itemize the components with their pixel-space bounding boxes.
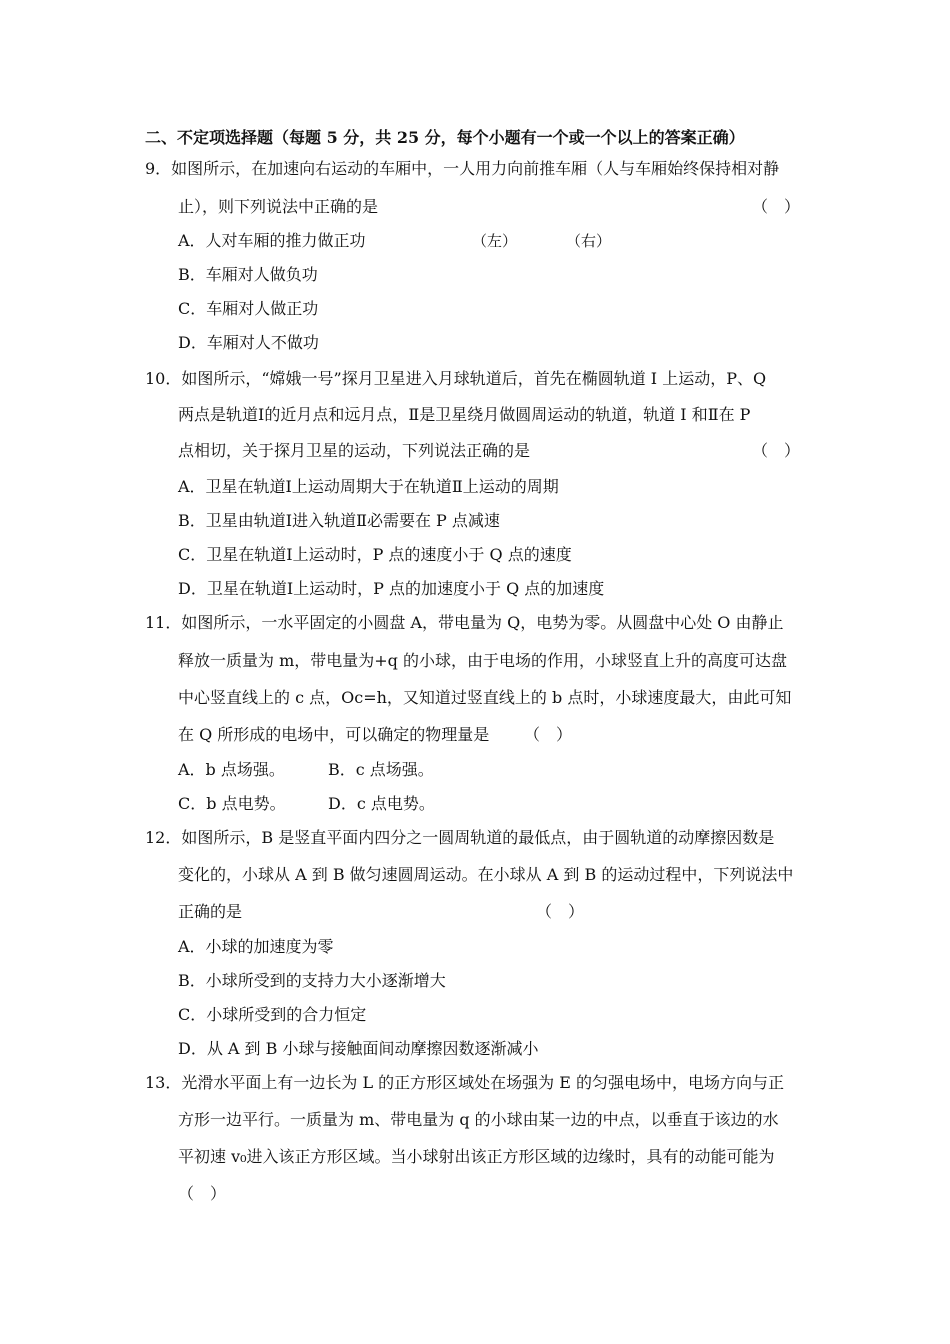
q13-stem-line-3: 平初速 v₀进入该正方形区域。当小球射出该正方形区域的边缘时，具有的动能可能为 (178, 1147, 775, 1166)
q11-option-d: D．c 点电势。 (328, 794, 435, 813)
q10-stem-line-2: 两点是轨道Ⅰ的近月点和远月点，Ⅱ是卫星绕月做圆周运动的轨道，轨道 I 和Ⅱ在 P (178, 405, 751, 424)
q11-option-b: B．c 点场强。 (328, 760, 434, 779)
q13-answer-blank: （ ） (178, 1184, 227, 1203)
q9-stem-line-2: 止），则下列说法中正确的是 (178, 197, 379, 216)
q11-option-a: A．b 点场强。 (178, 760, 285, 779)
q10-option-d: D．卫星在轨道Ⅰ上运动时，P 点的加速度小于 Q 点的加速度 (178, 579, 605, 598)
q11-stem-line-4: 在 Q 所形成的电场中，可以确定的物理量是 (178, 725, 490, 744)
q12-stem-line-1: 12．如图所示，B 是竖直平面内四分之一圆周轨道的最低点，由于圆轨道的动摩擦因数是 (145, 828, 775, 847)
q12-option-c: C．小球所受到的合力恒定 (178, 1005, 367, 1024)
q13-stem-line-2: 方形一边平行。一质量为 m、带电量为 q 的小球由某一边的中点，以垂直于该边的水 (178, 1110, 779, 1129)
q9-option-b: B．车厢对人做负功 (178, 265, 318, 284)
q12-option-b: B．小球所受到的支持力大小逐渐增大 (178, 971, 446, 990)
q10-stem-line-3: 点相切，关于探月卫星的运动，下列说法正确的是 (178, 441, 531, 460)
q12-option-a: A．小球的加速度为零 (178, 937, 334, 956)
q10-option-a: A．卫星在轨道Ⅰ上运动周期大于在轨道Ⅱ上运动的周期 (178, 477, 559, 496)
q10-answer-blank: （ ） (752, 441, 801, 460)
q10-option-b: B．卫星由轨道Ⅰ进入轨道Ⅱ必需要在 P 点减速 (178, 511, 500, 530)
q10-stem-line-1: 10．如图所示，“嫦娥一号”探月卫星进入月球轨道后，首先在椭圆轨道 I 上运动，P、Q (145, 369, 767, 388)
q11-answer-blank: （ ） (524, 725, 573, 744)
q12-stem-line-2: 变化的，小球从 A 到 B 做匀速圆周运动。在小球从 A 到 B 的运动过程中，下列说法中 (178, 865, 794, 884)
q11-stem-line-3: 中心竖直线上的 c 点，Oc=h，又知道过竖直线上的 b 点时，小球速度最大，由此可知 (178, 688, 792, 707)
q13-stem-line-1: 13．光滑水平面上有一边长为 L 的正方形区域处在场强为 E 的匀强电场中，电场方向与正 (145, 1073, 785, 1092)
q12-stem-line-3: 正确的是 (178, 902, 243, 921)
figure-label-left: （左） (472, 232, 518, 250)
q9-stem-line-1: 9．如图所示，在加速向右运动的车厢中，一人用力向前推车厢（人与车厢始终保持相对静 (145, 159, 780, 178)
q11-stem-line-2: 释放一质量为 m，带电量为+q 的小球，由于电场的作用，小球竖直上升的高度可达盘 (178, 651, 787, 670)
q10-option-c: C．卫星在轨道Ⅰ上运动时，P 点的速度小于 Q 点的速度 (178, 545, 572, 564)
section-heading: 二、不定项选择题（每题 5 分，共 25 分，每个小题有一个或一个以上的答案正确） (145, 128, 745, 147)
q12-answer-blank: （ ） (536, 902, 585, 921)
q9-option-a: A．人对车厢的推力做正功 (178, 231, 366, 250)
figure-label-right: （右） (566, 232, 612, 250)
q12-option-d: D．从 A 到 B 小球与接触面间动摩擦因数逐渐减小 (178, 1039, 539, 1058)
q9-option-c: C．车厢对人做正功 (178, 299, 319, 318)
q9-answer-blank: （ ） (752, 197, 801, 216)
q9-option-d: D．车厢对人不做功 (178, 333, 319, 352)
q11-stem-line-1: 11．如图所示，一水平固定的小圆盘 A，带电量为 Q，电势为零。从圆盘中心处 O 由静止 (145, 613, 784, 632)
q11-option-c: C．b 点电势。 (178, 794, 286, 813)
